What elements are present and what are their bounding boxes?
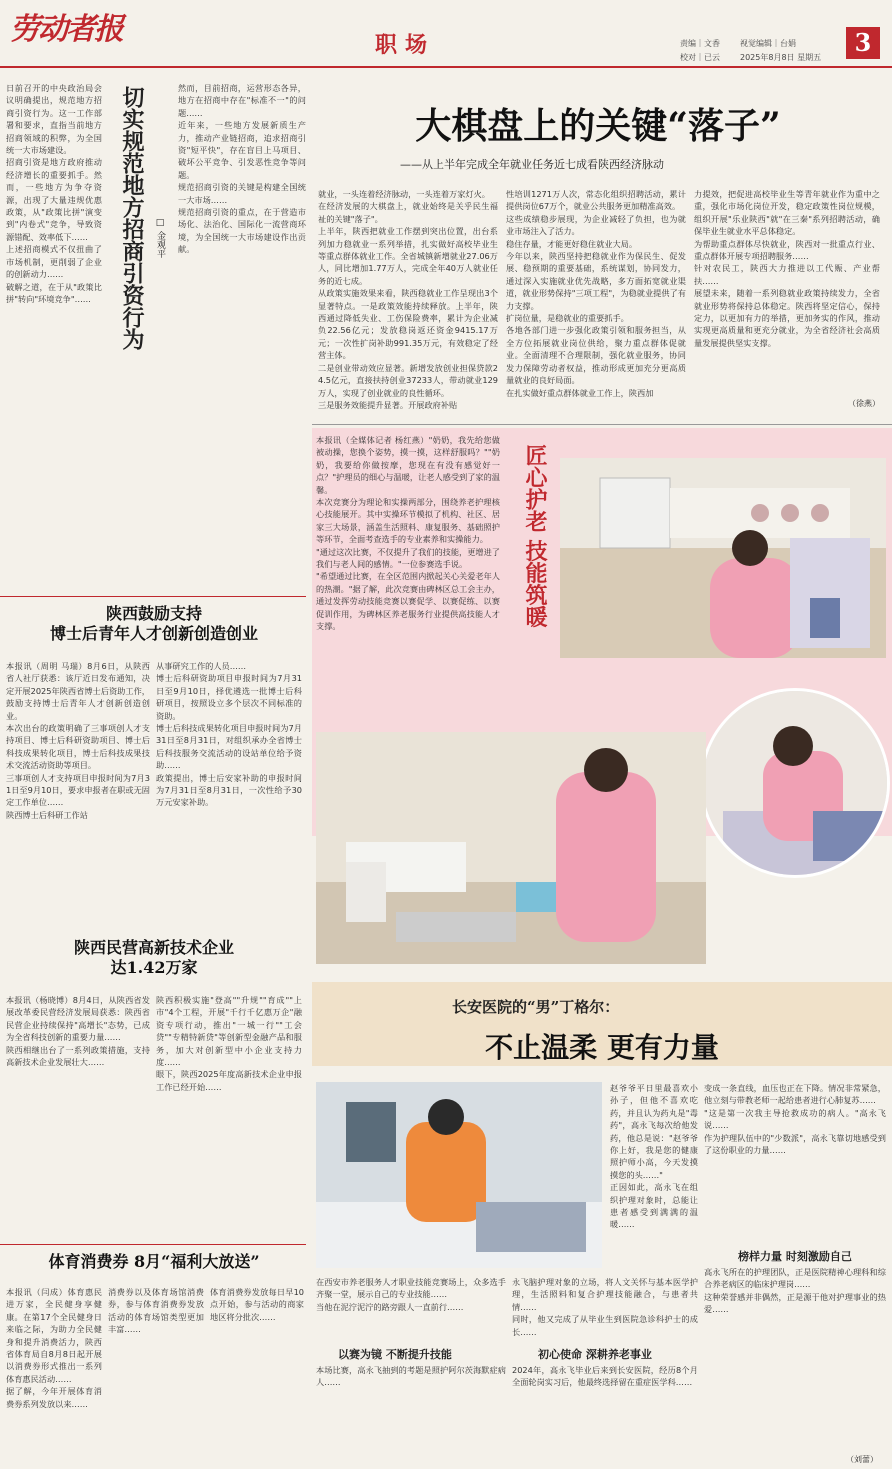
lead-col-1: 就业，一头连着经济脉动，一头连着万家灯火。 在经济发展的大棋盘上，就业始终是关乎民生福祉的关键"落子"。 上半年，陕西把就业工作摆到突出位置，出台系列加力稳就业一系列举措，扎实做好高校毕业生等重点群体就业工作。全省城镇新增就业27.06万人，同比增加1.77万人，完成全年40万人就业任务的近七成。 从政策实施效果来看，陕西稳就业工作呈现出3个显著特点。一是政策效能持续释放。上半年，陕西通过降低失业、工伤保险费率，累计为企业减负22.56亿元；发放稳岗返还资金9415.17万元；一次性扩岗补助991.35万元，有效稳定了经营主体。 二是创业带动效应显著。新增发放创业担保贷款24.5亿元，直接扶持创业37233人，带动就业129万人，实现了创业就业的良性循环。 三是服务效能提升显著。开展政府补贴 — [318, 189, 498, 410]
design-credit: 视觉编辑｜台娟 — [740, 39, 796, 48]
lead-col-3: 力提效，把促进高校毕业生等青年就业作为重中之重，强化市场化岗位开发，稳定政策性岗位规模，组织开展"乐业陕西"就"在三秦"系列招聘活动，确保毕业生就业水平总体稳定。 为帮助重点群体尽快就业，陕西对一批重点行业、重点群体开展专项招聘服务…… 针对农民工，陕西大力推进以工代赈、产业帮扶…… 展望未来，随着一系列稳就业政策持续发力，全省就业形势将保持总体稳定。陕西将坚定信心，保持定力，以更加有力的举措，更加务实的作风，推动实现更高质量和更充分就业，为全省经济社会高质量发展提供坚实支撑。 — [694, 189, 880, 348]
hightech-headline: 陕西民营高新技术企业 达1.42万家 — [73, 938, 234, 977]
editorial-text: 然而，目前招商，运营形态各异，地方在招商中存在"标准不一"的问题…… 近年来，一些地方发展新质生产力，推动产业链招商，追求招商引资"短平快"，存在盲目上马项目、破坏公平竞争、引发恶性竞争等问题。 规范招商引资的关键是构建全国统一大市场…… 规范招商引资的重点，在于营造市场化、法治化、国际化一流营商环境，为全国统一大市场建设作出贡献。 — [178, 83, 306, 255]
care-photo-2 — [316, 732, 706, 964]
lead-headline: 大棋盘上的关键“落子” — [415, 105, 781, 147]
section-title: 职场 — [375, 32, 436, 58]
nurse-subhead-1: 以赛为镜 不断提升技能 — [338, 1348, 452, 1361]
sports-col-3: 体育消费券发放每日早10点开始，参与活动的商家地区将分批次…… — [210, 1287, 304, 1322]
elderly-care-text: 本报讯（全媒体记者 杨红燕）"奶奶，我先给您做被动操，您换个姿势，摸一摸，这样舒服吗？""奶奶，我要给你做按摩，您现在有没有感觉好一点？"护理员的细心与温暖，让老人感受到了家的温馨。 本次竞赛分为理论和实操两部分，围绕养老护理核心技能展开。其中实操环节模拟了机构、社区、居家三大场景，涵盖生活照料、康复服务、基础照护等环节，全面考查选手的专业素养和实操能力。 "通过这次比赛，不仅提升了我们的技能，更增进了我们与老人间的感情。"一位参赛选手说。 "希望通过比赛，在全区范围内掀起关心关爱老年人的热潮。"据了解，此次竞赛由碑林区总工会主办，通过发挥劳动技能竞赛以赛促学、以赛促练、以赛促训作用，为碑林区养老服务行业提供高技能人才支撑。 — [316, 435, 500, 632]
nurse-col-b2: 永飞脑护理对象的立场，将人文关怀与基本医学护理，生活照料和复合护理技能融合，与患者共情…… 同时，他又完成了从毕业生到医院急诊科护士的成长…… — [512, 1277, 698, 1337]
hightech-col-1: 本报讯（杨晓博）8月4日，从陕西省发展改革委民营经济发展局获悉：陕西省民营企业持续保持"高增长"态势，已成为全省科技创新的重要力量…… 陕西相继出台了一系列政策措施，支持高新技术企业发展壮大…… — [6, 995, 150, 1068]
nurse-sub1-text: 本场比赛，高永飞抽到的考题是照护阿尔茨海默症病人…… — [316, 1365, 506, 1388]
nurse-story-headline: 不止温柔 更有力量 — [485, 1031, 719, 1064]
sports-col-1: 本报讯（闫成）体育惠民进万家，全民健身享健康。在第17个全民健身日来临之际，为助力全民健身和提升消费活力，陕西省体育局自8月8日起开展以消费券形式推出一系列体育惠民活动…… 据了解，今年开展体育消费券系列发放以来…… — [6, 1287, 102, 1409]
page-number: 3 — [846, 27, 880, 59]
lead-subheadline: ——从上半年完成全年就业任务近七成看陕西经济脉动 — [400, 158, 664, 171]
editorial-author: □ 金观平 — [155, 218, 165, 258]
care-photo-circle — [700, 688, 890, 878]
nurse-sub2-text: 2024年，高永飞毕业后来到长安医院，经历8个月全面轮岗实习后，他最终选择留在重症医学科…… — [512, 1365, 698, 1388]
editorial-title: 切实规范地方招商引资行为 — [119, 86, 145, 350]
nurse-subhead-3: 榜样力量 时刻激励自己 — [738, 1250, 852, 1263]
nurse-col-a: 赵爷爷平日里最喜欢小孙子，但他不喜欢吃药，并且认为药丸是"毒药"，高永飞每次给他发药，他总是说："赵爷爷你上好，我是您的健康照护师小高，今天发摸摸您的头……" 正因如此，高永飞在组织护理对象时，总能让患者感受到满满的温暖…… — [610, 1083, 698, 1230]
divider — [312, 424, 892, 425]
postdoc-col-1: 本报讯（周明 马瑞）8月6日，从陕西省人社厅获悉：该厅近日发布通知，决定开展2025年陕西省博士后资助工作，鼓励支持博士后青年人才创新创造创业。 本次出台的政策明确了三事项创人才支持项目、博士后科研资助项目、博士后科技成果转化项目，博士后科技成果技术交流活动资助等项目。 三事项创人才支持项目申报时间为7月31日至9月10日，要求申报者在职或无固定工作单位…… 陕西博士后科研工作站 — [6, 661, 150, 820]
commentary-intro-text: 日前召开的中央政治局会议明确提出，规范地方招商引资行为。这一工作部署和要求，直指当前地方招商领域的积弊，为全国统一大市场建设。 招商引资是地方政府推动经济增长的重要抓手。然而，一些地方为争夺资源，出现了大量违规优惠政策，从"政策比拼"演变到"内卷式"竞争，导致资源错配、效率低下…… 上述招商模式不仅扭曲了市场机制，更削弱了企业的创新动力…… 破解之道，在于从"政策比拼"转向"环境竞争"…… — [6, 83, 102, 304]
nurse-sub3-text: 高永飞所在的护理团队，正是医院精神心理科和综合养老病区的临床护理岗…… 这种荣誉感并非偶然，正是源于他对护理事业的热爱…… — [704, 1267, 886, 1315]
lead-col-2: 性培训1271万人次，常态化组织招聘活动，累计提供岗位67万个，就业公共服务更加精准高效。 这些成绩稳步展现，为企业减轻了负担，也为就业市场注入了活力。 稳住存量，才能更好稳住就业大局。 今年以来，陕西坚持把稳就业作为保民生、促发展、稳预期的重要基础，系统谋划，协同发力，通过深入实施就业优先战略，多方面拓宽就业渠道，就业形势保持"三项工程"，为稳就业提供了有力支撑。 扩岗位量，是稳就业的重要抓手。 各地各部门进一步强化政策引领和服务担当，从全方位拓展就业岗位供给，聚力重点群体促就业。全面清理不合理限制，强化就业服务，协同发力保障劳动者权益，推动形成更加充分更高质量就业的良好局面。 在扎实做好重点群体就业工作上，陕西加 — [506, 189, 686, 398]
editor-credit: 责编｜文香 — [680, 39, 720, 48]
newspaper-logo: 劳动者报 — [10, 12, 122, 47]
nurse-col-b: 在西安市养老服务人才职业技能竞赛场上，众多选手齐聚一堂，展示自己的专业技能…… 当他在泥泞泥泞的路旁跟人一直前行…… — [316, 1277, 506, 1312]
sports-headline: 体育消费券 8月“福利大放送” — [48, 1252, 260, 1271]
nurse-author: （刘蕾） — [846, 1455, 878, 1464]
sports-col-2: 消费券以及体育场馆消费券，参与体育消费券发放活动的体育场馆类型更加丰富…… — [108, 1287, 204, 1335]
care-photo-1 — [560, 458, 886, 658]
nurse-photo — [316, 1082, 602, 1268]
header-rule — [0, 66, 892, 68]
postdoc-col-2: 从事研究工作的人员…… 博士后科研资助项目申报时间为7月31日至9月10日，择优遴选一批博士后科研项目，按照设立多个层次不同标准的资助。 博士后科技成果转化项目申报时间为7月31日至8月31日，对组织承办全省博士后科技服务交流活动的设站单位给予资助…… 政策提出，博士后安家补助的申报时间为7月31日至8月31日，一次性给予30万元安家补助。 — [156, 661, 302, 808]
divider — [0, 596, 306, 597]
divider — [0, 1244, 306, 1245]
proofreader-credit: 校对｜已云 — [680, 53, 720, 62]
publish-date: 2025年8月8日 星期五 — [740, 53, 822, 62]
nurse-story-kicker: 长安医院的“男”丁格尔： — [452, 998, 620, 1016]
postdoc-headline: 陕西鼓励支持 博士后青年人才创新创造创业 — [49, 604, 258, 643]
hightech-col-2: 陕西积极实施"登高""升规""育成""上市"4个工程，开展"千行千亿惠万企"融资专项行动，推出"一城一行""工会贷""专精特新贷"等创新型金融产品和服务，加大对创新型中小企业支持力度…… 眼下，陕西2025年度高新技术企业申报工作已经开始…… — [156, 995, 302, 1092]
lead-author: （徐燕） — [848, 399, 880, 408]
elderly-care-title: 匠心护老 技能筑暖 — [522, 444, 548, 628]
nurse-col-c: 变成一条直线，血压也正在下降。情况非常紧急，他立刻与带教老师一起给患者进行心肺复苏…… "这是第一次我主导抢救成功的病人。"高永飞说…… 作为护理队伍中的"少数派"，高永飞靠切地感受到了这份职业的力量…… — [704, 1083, 886, 1156]
nurse-subhead-2: 初心使命 深耕养老事业 — [538, 1348, 652, 1361]
